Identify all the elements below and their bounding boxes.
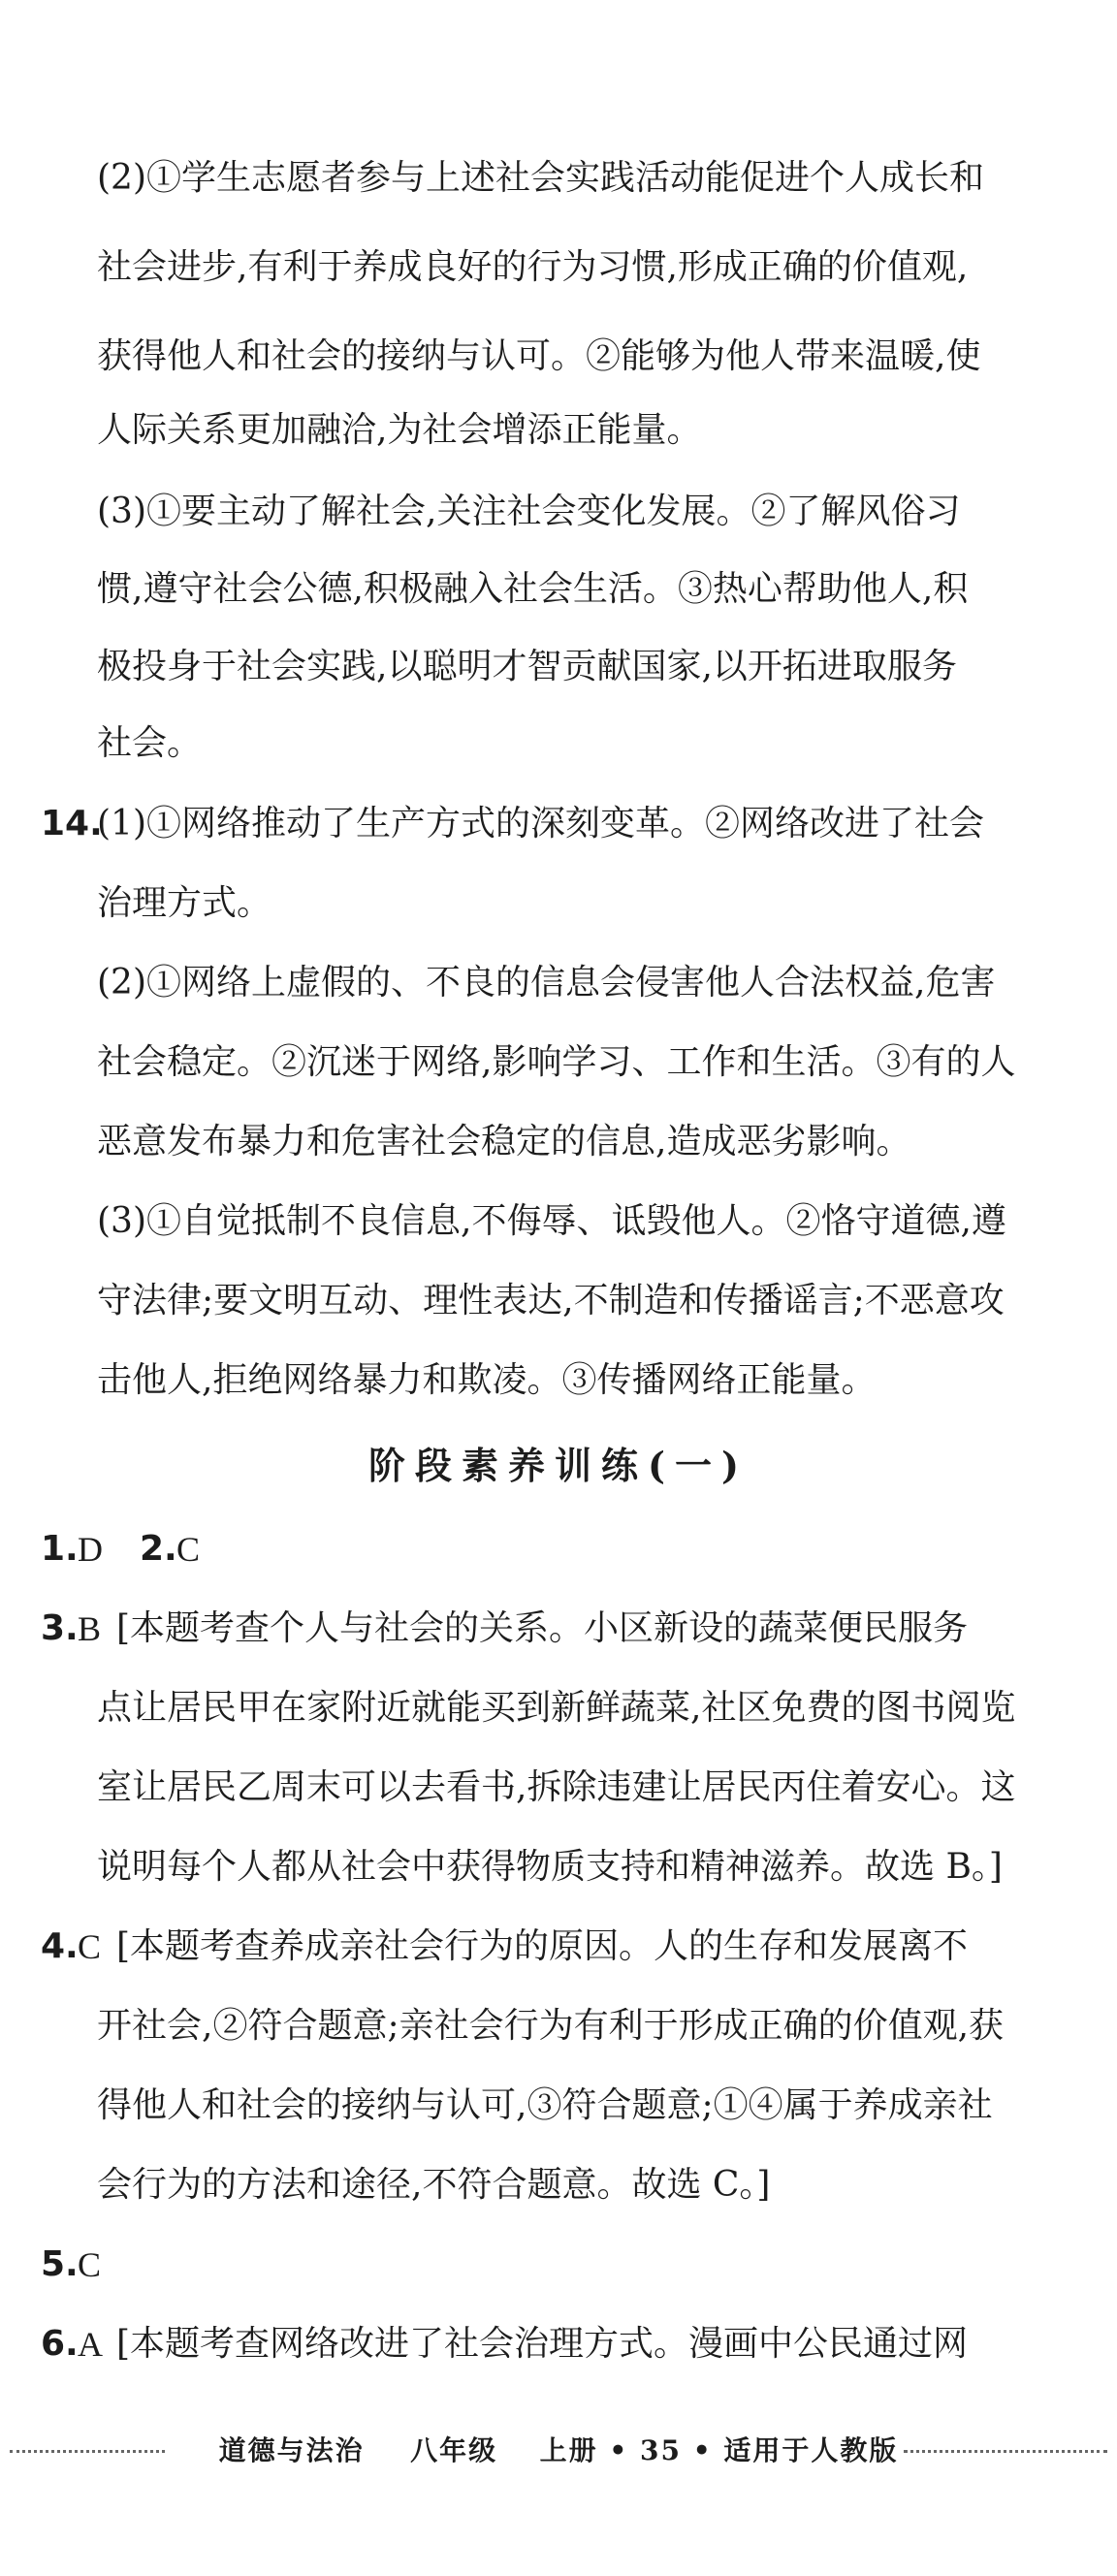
text-line: 点让居民甲在家附近就能买到新鲜蔬菜,社区免费的图书阅览	[97, 1688, 1016, 1728]
answer-choice: B	[78, 1609, 102, 1648]
question-number: 5.	[41, 2244, 79, 2284]
text-line: 守法律;要文明互动、理性表达,不制造和传播谣言;不恶意攻	[97, 1281, 1005, 1320]
text-line: 得他人和社会的接纳与认可,③符合题意;①④属于养成亲社	[97, 2085, 993, 2125]
text-line: (3)①要主动了解社会,关注社会变化发展。②了解风俗习	[97, 492, 961, 531]
footer-subject: 道德与法治	[218, 2434, 365, 2466]
section-title: 阶段素养训练(一)	[368, 1444, 749, 1487]
text-line: 恶意发布暴力和危害社会稳定的信息,造成恶劣影响。	[97, 1122, 911, 1161]
question-number: 3.	[41, 1608, 79, 1648]
text-line: 击他人,拒绝网络暴力和欺凌。③传播网络正能量。	[97, 1360, 877, 1400]
footer-edition: 适用于人教版	[723, 2434, 899, 2466]
footer-volume: 上册	[539, 2434, 598, 2466]
question-number: 2.	[140, 1529, 177, 1569]
answer-choice: A	[78, 2325, 103, 2364]
question-number: 14.	[41, 804, 103, 843]
text-line: [本题考查个人与社会的关系。小区新设的蔬菜便民服务	[116, 1608, 969, 1648]
question-number: 1.	[41, 1529, 79, 1569]
answer-choice: C	[78, 1927, 102, 1966]
text-line: 惯,遵守社会公德,积极融入社会生活。③热心帮助他人,积	[97, 569, 969, 609]
footer-grade: 八年级	[410, 2434, 498, 2466]
question-number: 6.	[41, 2324, 79, 2364]
footer-page-number: • 35 •	[609, 2434, 713, 2466]
text-line: 社会进步,有利于养成良好的行为习惯,形成正确的价值观,	[97, 247, 969, 287]
text-line: 室让居民乙周末可以去看书,拆除违建让居民丙住着安心。这	[97, 1767, 1016, 1807]
text-line: 说明每个人都从社会中获得物质支持和精神滋养。故选 B。]	[97, 1847, 1003, 1887]
answer-choice: C	[176, 1530, 201, 1569]
text-line: (3)①自觉抵制不良信息,不侮辱、诋毁他人。②恪守道德,遵	[97, 1201, 1006, 1241]
text-line: 会行为的方法和途径,不符合题意。故选 C。]	[97, 2165, 771, 2205]
text-line: (1)①网络推动了生产方式的深刻变革。②网络改进了社会	[97, 804, 984, 843]
text-line: 社会稳定。②沉迷于网络,影响学习、工作和生活。③有的人	[97, 1042, 1016, 1082]
text-line: (2)①网络上虚假的、不良的信息会侵害他人合法权益,危害	[97, 963, 996, 1002]
text-line: 人际关系更加融洽,为社会增添正能量。	[97, 410, 702, 450]
answer-choice: D	[78, 1530, 103, 1569]
answer-choice: C	[78, 2245, 102, 2284]
text-line: 极投身于社会实践,以聪明才智贡献国家,以开拓进取服务	[97, 647, 957, 686]
text-line: 治理方式。	[97, 883, 272, 923]
text-line: [本题考查养成亲社会行为的原因。人的生存和发展离不	[116, 1926, 969, 1966]
text-line: 获得他人和社会的接纳与认可。②能够为他人带来温暖,使	[97, 336, 981, 376]
text-line: 社会。	[97, 723, 203, 763]
text-line: 开社会,②符合题意;亲社会行为有利于形成正确的价值观,获	[97, 2006, 1005, 2046]
question-number: 4.	[41, 1926, 79, 1966]
text-line: (2)①学生志愿者参与上述社会实践活动能促进个人成长和	[97, 158, 984, 198]
text-line: [本题考查网络改进了社会治理方式。漫画中公民通过网	[116, 2324, 969, 2364]
page-footer	[0, 2424, 1117, 2478]
